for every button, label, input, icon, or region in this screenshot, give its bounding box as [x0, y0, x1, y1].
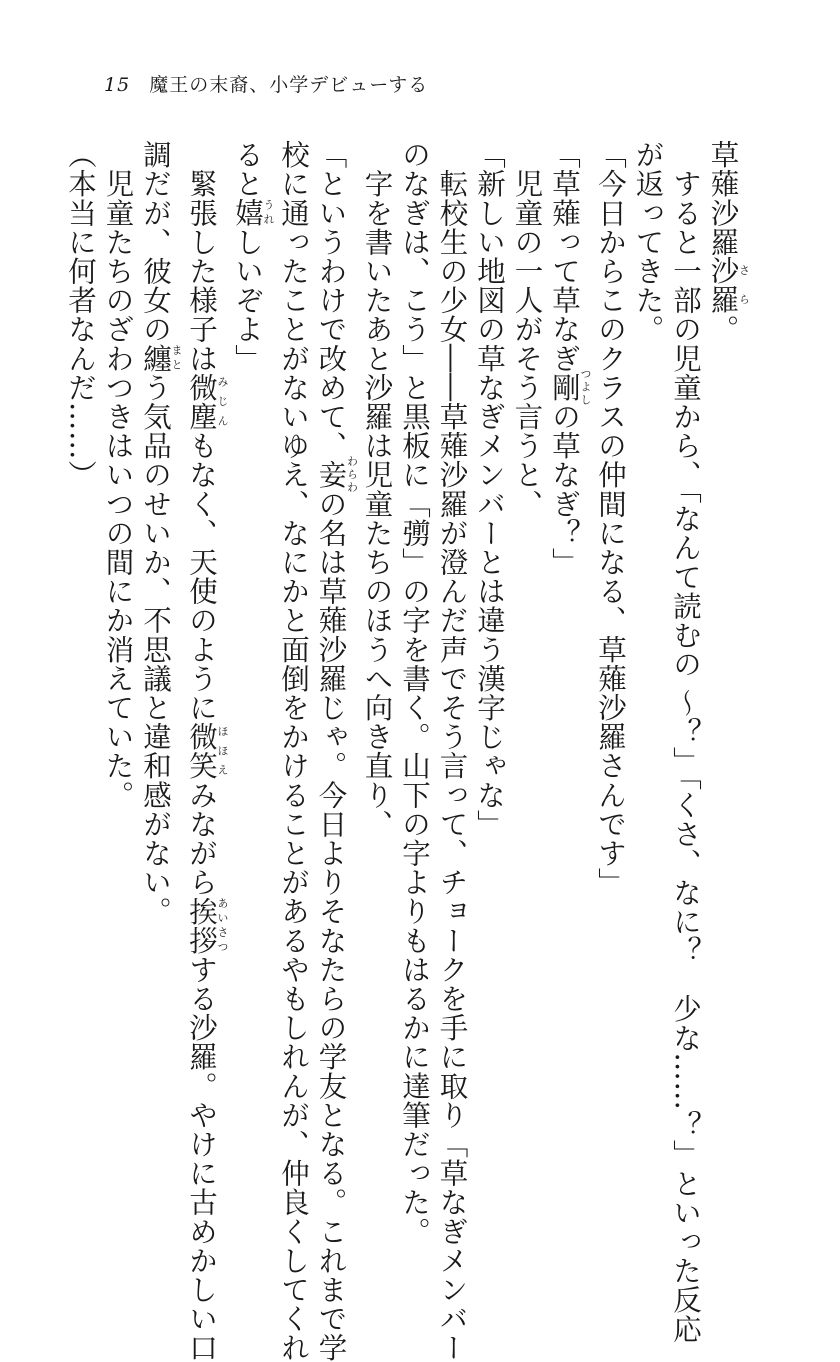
text-segment: が返ってきた。: [631, 140, 665, 344]
ruby-reading: うれ: [262, 198, 275, 228]
text-line: [433, 140, 471, 1362]
text-line: [62, 140, 100, 1100]
text-line: [275, 140, 313, 1362]
text-segment: （本当に何者なんだ……）: [64, 140, 97, 490]
text-line: [704, 140, 750, 1100]
ruby-word: [139, 343, 183, 373]
text-line: [592, 140, 630, 1100]
text-line: [137, 140, 183, 1100]
ruby-reading: わらわ: [345, 455, 359, 495]
ruby-reading: つよし: [579, 367, 592, 407]
text-segment: すると一部の児童から、「なんて読むの 〜？」「くさ、なに？ 少な……？」といった反応: [669, 140, 702, 1344]
ruby-base: 沙羅: [706, 256, 740, 315]
ruby-word: [231, 198, 275, 228]
ruby-base: 纏: [139, 343, 172, 373]
text-segment: ると: [231, 140, 264, 199]
text-line: [358, 140, 396, 1100]
text-segment: もなく、天使のように: [185, 431, 218, 723]
text-segment: 「草薙って草なぎ: [548, 140, 581, 373]
ruby-reading: みじん: [216, 372, 229, 431]
text-segment: 児童たちのざわつきはいつの間にか消えていた。: [101, 140, 135, 810]
text-line: [229, 140, 275, 1100]
ruby-base: 微塵: [185, 372, 218, 432]
text-line: [629, 140, 667, 1100]
ruby-word: [548, 367, 592, 407]
text-segment: 草薙沙羅: [706, 140, 740, 257]
text-segment: の名は草薙沙羅じゃ。今日よりそなたらの学友となる。これまで学: [314, 489, 348, 1362]
ruby-base: 剛: [548, 367, 581, 407]
ruby-word: [185, 372, 229, 432]
text-line: [667, 140, 705, 1344]
text-segment: のなぎは、こう」と黒板に「彅」の字を書く。山下の字よりもはるかに達筆だった。: [398, 140, 431, 1246]
text-segment: 校に通ったことがないゆえ、なにかと面倒をかけることがあるやもしれんが、仲良くしてくれ: [277, 140, 310, 1362]
ruby-word: [185, 896, 229, 955]
text-segment: 。: [706, 314, 740, 344]
text-segment: 緊張した様子は: [185, 140, 218, 373]
text-segment: みながら: [185, 780, 218, 897]
text-segment: 児童の一人がそう言うと、: [510, 140, 544, 519]
text-line: [99, 140, 137, 1100]
text-line: [183, 140, 229, 1362]
text-segment: する沙羅。やけに古めかしい口: [185, 954, 218, 1362]
ruby-reading: まと: [170, 343, 183, 373]
text-segment: 「新しい地図の草なぎメンバーとは違う漢字じゃな」: [473, 140, 506, 839]
ruby-base: 微笑: [185, 722, 218, 781]
ruby-word: [706, 256, 751, 315]
text-line: [546, 140, 592, 1100]
text-segment: 「というわけで改めて、: [314, 140, 348, 461]
running-header: [104, 70, 428, 97]
text-segment: う気品のせいか、不思議と違和感がない。: [139, 372, 172, 926]
text-line: [471, 140, 509, 1100]
ruby-base: 挨拶: [185, 896, 218, 955]
body-text: [62, 140, 751, 1362]
text-segment: しいぞよ」: [231, 227, 264, 373]
text-segment: 「今日からこのクラスの仲間になる、草薙沙羅さんです」: [594, 140, 627, 897]
text-line: [396, 140, 434, 1246]
page-number: 15: [104, 74, 131, 96]
text-segment: の草なぎ？」: [548, 401, 581, 577]
ruby-base: 嬉: [231, 198, 264, 228]
text-segment: 調だが、彼女の: [139, 140, 172, 344]
ruby-reading: さら: [737, 256, 751, 315]
ruby-reading: あいさつ: [216, 896, 229, 955]
text-line: [312, 140, 359, 1362]
ruby-word: [314, 455, 359, 495]
ruby-reading: ほほえ: [216, 722, 229, 781]
ruby-base: 妾: [314, 455, 348, 495]
ruby-word: [185, 722, 229, 781]
text-segment: 転校生の少女――草薙沙羅が澄んだ声でそう言って、チョークを手に取り「草なぎメンバー: [435, 140, 469, 1362]
running-title: 魔王の末裔、小学デビューする: [149, 74, 429, 96]
text-segment: 字を書いたあと沙羅は児童たちのほうへ向き直り、: [360, 140, 394, 839]
text-line: [508, 140, 546, 1100]
